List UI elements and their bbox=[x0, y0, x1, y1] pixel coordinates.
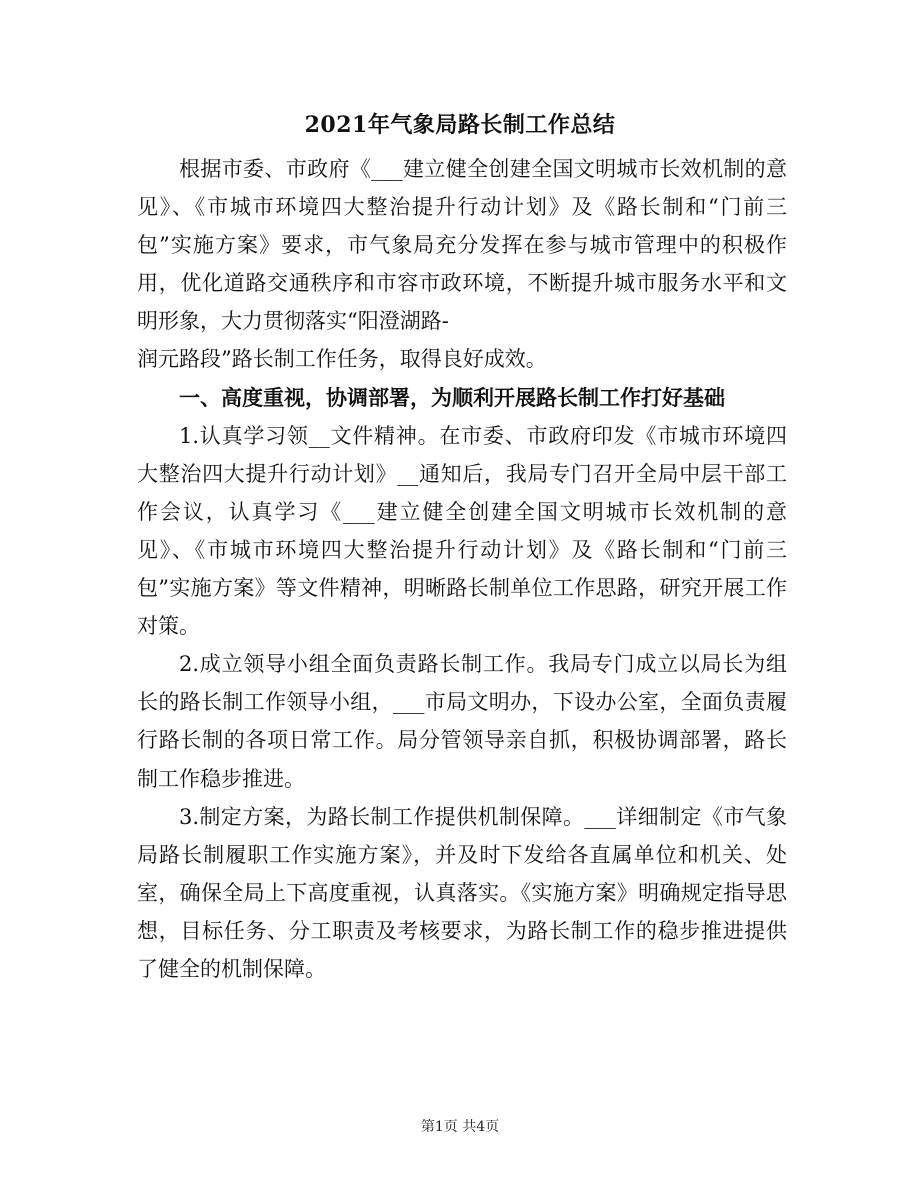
item1-paragraph: 1.认真学习领__文件精神。在市委、市政府印发《市城市环境四大整治四大提升行动计划》__通知后，我局专门召开全局中层干部工作会议，认真学习《___建立健全创建全国文明城市长效机制的意见》、《市城市环境四大整治提升行动计划》及《路长制和“门前三包”实施方案》等文件精神，明晰路长制单位工作思路，研究开展工作对策。 bbox=[137, 423, 787, 639]
item3-paragraph: 3.制定方案，为路长制工作提供机制保障。___详细制定《市气象局路长制履职工作实施方案》，并及时下发给各直属单位和机关、处室，确保全局上下高度重视，认真落实。《实施方案》明确规定指导思想，目标任务、分工职责及考核要求，为路长制工作的稳步推进提供了健全的机制保障。 bbox=[137, 804, 787, 981]
intro-paragraph-part2: 润元路段”路长制工作任务，取得良好成效。 bbox=[137, 347, 547, 372]
document-body bbox=[137, 150, 787, 988]
item2-paragraph: 2.成立领导小组全面负责路长制工作。我局专门成立以局长为组长的路长制工作领导小组，___市局文明办，下设办公室，全面负责履行路长制的各项日常工作。局分管领导亲自抓，积极协调部署，路长制工作稳步推进。 bbox=[137, 652, 787, 791]
document-title: 2021年气象局路长制工作总结 bbox=[304, 112, 616, 138]
section1-heading: 一、高度重视，协调部署，为顺利开展路长制工作打好基础 bbox=[179, 384, 725, 410]
intro-paragraph-part1: 根据市委、市政府《___建立健全创建全国文明城市长效机制的意见》、《市城市环境四大整治提升行动计划》及《路长制和“门前三包”实施方案》要求，市气象局充分发挥在参与城市管理中的积极作用，优化道路交通秩序和市容市政环境，不断提升城市服务水平和文明形象，大力贯彻落实“阳澄湖路- bbox=[137, 157, 787, 334]
page-number-footer: 第1页 共4页 bbox=[420, 1119, 500, 1135]
